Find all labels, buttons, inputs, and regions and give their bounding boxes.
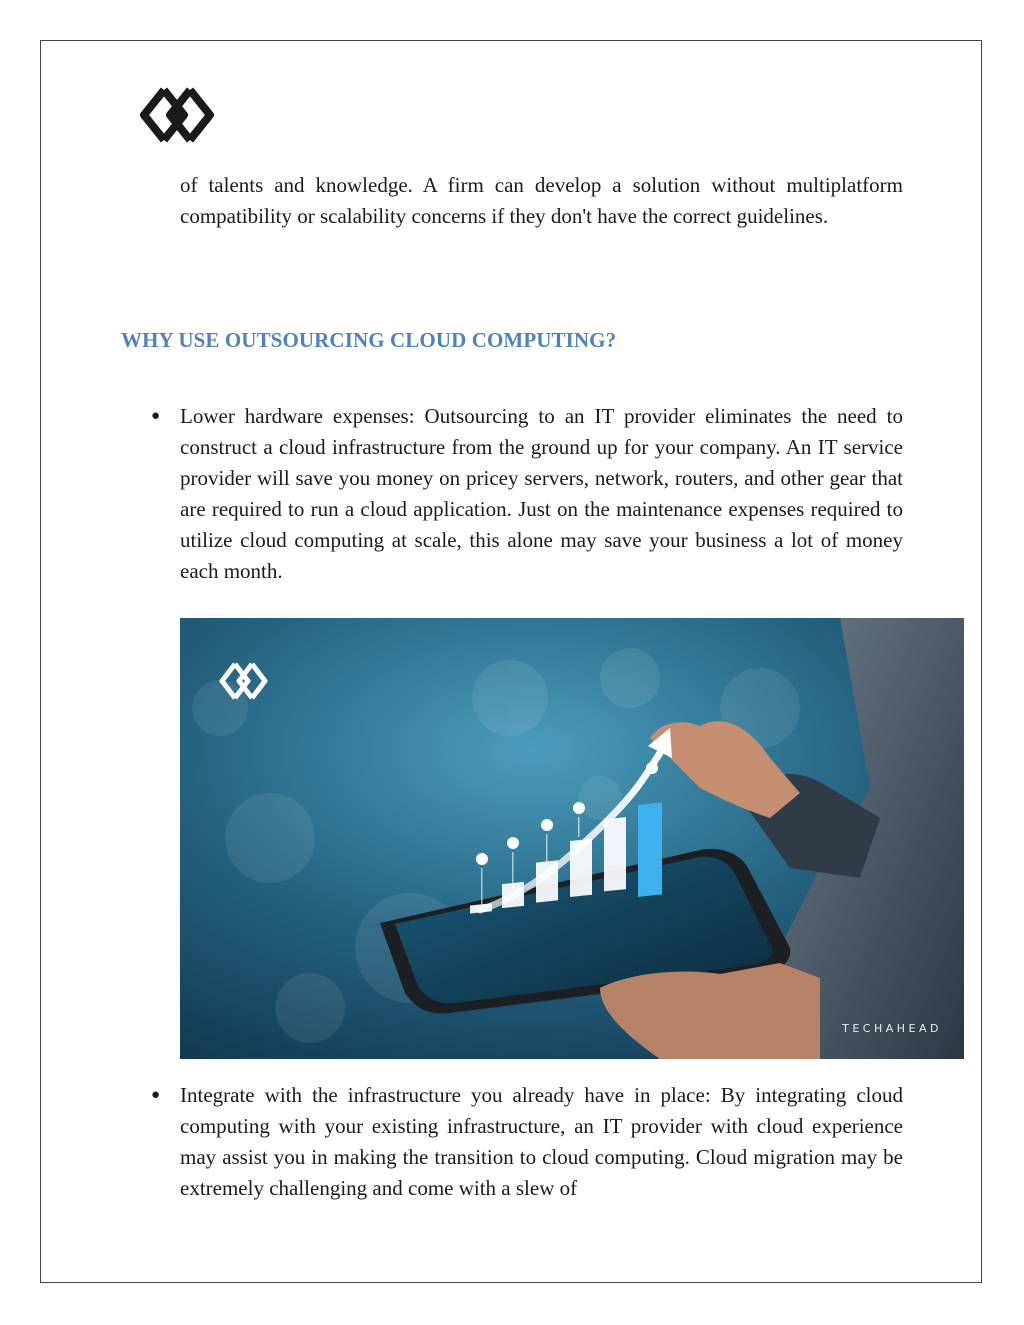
bullet-marker: ● <box>151 1087 161 1103</box>
bullet-text-integrate: Integrate with the infrastructure you already have in place: By integrating cloud computing with your existing infrastructure, an IT provider with cloud experience may assist you in making the transition to cloud computing. Cloud migration may be extremely challenging and come with a slew of <box>180 1083 903 1200</box>
section-heading: WHY USE OUTSOURCING CLOUD COMPUTING? <box>121 328 617 352</box>
techahead-logo-icon <box>138 82 216 148</box>
hero-image-tablet-growth-chart <box>180 618 964 1059</box>
bullet-marker: ● <box>151 408 161 424</box>
bullet-text-hardware: Lower hardware expenses: Outsourcing to an IT provider eliminates the need to construct a cloud infrastructure from the ground up for your company. An IT service provider will save you money on pricey servers, network, routers, and other gear that are required to run a cloud application. Just on the maintenance expenses required to utilize cloud computing at scale, this alone may save your business a lot of money each month. <box>180 404 903 583</box>
intro-paragraph: of talents and knowledge. A firm can develop a solution without multiplatform compatibility or scalability concerns if they don't have the correct guidelines. <box>180 173 903 228</box>
techahead-watermark: TECHAHEAD <box>842 1022 942 1035</box>
